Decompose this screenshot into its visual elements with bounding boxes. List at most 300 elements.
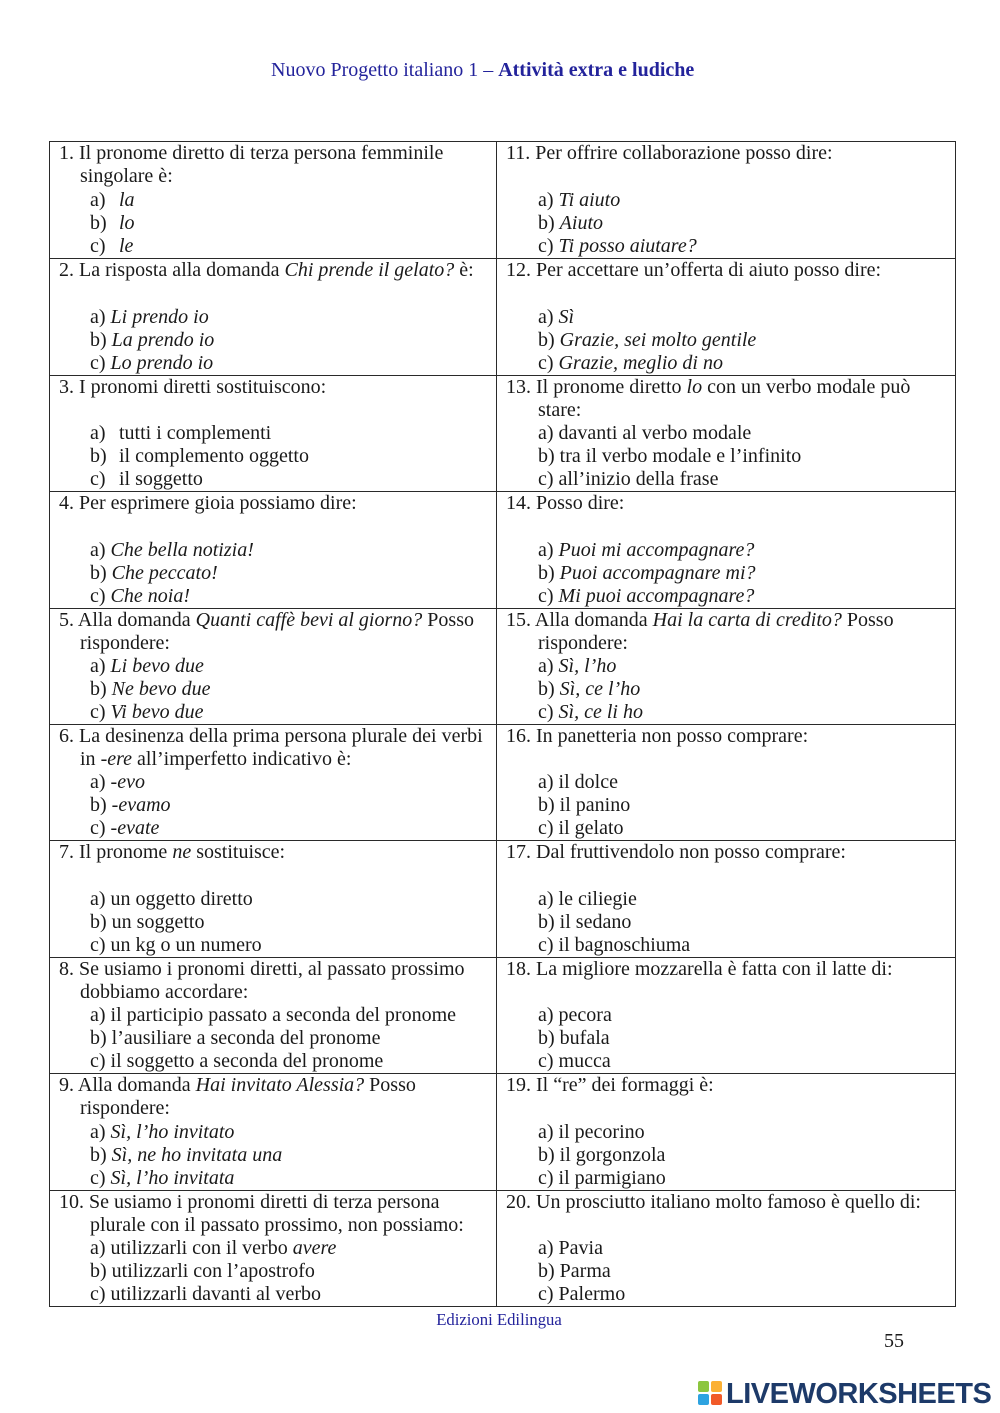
answer-option-a bbox=[59, 888, 496, 911]
book-title: Nuovo Progetto italiano 1 – bbox=[271, 59, 494, 81]
question-stem-line bbox=[59, 609, 496, 632]
stem-text: 11. Per offrire collaborazione posso dire: bbox=[506, 142, 833, 164]
emphasis-text: Sì, ne ho invitata una bbox=[111, 1143, 283, 1166]
option-label: a) bbox=[90, 887, 106, 910]
option-text bbox=[111, 817, 160, 839]
option-text bbox=[559, 934, 691, 956]
question-14 bbox=[497, 492, 955, 607]
question-stem-line bbox=[506, 142, 955, 165]
option-text bbox=[111, 585, 190, 607]
quiz-row-10 bbox=[50, 1190, 955, 1306]
question-5 bbox=[50, 609, 497, 724]
question-4 bbox=[50, 492, 497, 607]
answer-option-a bbox=[506, 306, 955, 329]
question-16 bbox=[497, 725, 955, 840]
option-label: a) bbox=[90, 189, 106, 212]
stem-text: Posso bbox=[364, 1074, 416, 1097]
option-segment: il soggetto a seconda del pronome bbox=[110, 1050, 384, 1073]
option-label: a) bbox=[538, 887, 554, 910]
option-label: c) bbox=[538, 235, 554, 258]
option-text bbox=[559, 1237, 603, 1259]
option-segment: all’inizio della frase bbox=[558, 468, 719, 491]
option-text bbox=[119, 189, 135, 211]
option-segment: il panino bbox=[559, 794, 631, 817]
stem-text: 2. La risposta alla domanda bbox=[59, 259, 285, 282]
question-7 bbox=[50, 841, 497, 956]
option-label: b) bbox=[538, 677, 555, 700]
question-stem bbox=[506, 958, 955, 981]
emphasis-text: Sì, l’ho bbox=[558, 654, 617, 677]
option-label: b) bbox=[90, 328, 107, 351]
option-label: c) bbox=[538, 1050, 554, 1073]
answer-option-c bbox=[59, 1283, 496, 1306]
stem-text: 12. Per accettare un’offerta di aiuto posso dire: bbox=[506, 259, 882, 282]
question-stem-line bbox=[59, 376, 496, 399]
option-text bbox=[560, 1027, 610, 1049]
stem-text: all’imperfetto indicativo è: bbox=[132, 747, 352, 770]
quiz-row-3 bbox=[50, 375, 955, 491]
option-text bbox=[560, 445, 802, 467]
question-15 bbox=[497, 609, 955, 724]
option-segment: il bagnoschiuma bbox=[558, 933, 691, 956]
emphasis-text: Puoi accompagnare mi? bbox=[559, 561, 756, 584]
question-stem bbox=[506, 492, 955, 515]
question-stem-continuation bbox=[59, 632, 496, 655]
question-stem-continuation bbox=[59, 1214, 496, 1237]
stem-text: 14. Posso dire: bbox=[506, 492, 625, 515]
answer-options bbox=[506, 1004, 955, 1073]
option-segment: un kg o un numero bbox=[110, 933, 262, 956]
logo-block bbox=[711, 1381, 722, 1392]
answer-option-b bbox=[59, 329, 496, 352]
option-text bbox=[112, 1144, 283, 1166]
answer-option-b bbox=[59, 212, 496, 235]
quiz-row-2 bbox=[50, 258, 955, 374]
option-label: c) bbox=[538, 584, 554, 607]
answer-option-c bbox=[506, 701, 955, 724]
question-stem-line bbox=[59, 1191, 496, 1214]
answer-options bbox=[506, 306, 955, 375]
emphasis-text: Aiuto bbox=[559, 212, 604, 235]
answer-options bbox=[506, 1121, 955, 1190]
question-stem bbox=[59, 1191, 496, 1237]
option-label: c) bbox=[90, 817, 106, 840]
question-stem-continuation bbox=[59, 1097, 496, 1120]
option-text bbox=[111, 1121, 235, 1143]
option-label: a) bbox=[538, 538, 554, 561]
option-label: a) bbox=[538, 189, 554, 212]
option-text bbox=[112, 329, 215, 351]
answer-option-b bbox=[59, 678, 496, 701]
question-stem bbox=[506, 376, 955, 422]
stem-text: rispondere: bbox=[80, 631, 170, 654]
emphasis-text: Che bella notizia! bbox=[110, 538, 254, 561]
emphasis-text: Li bevo due bbox=[110, 654, 204, 677]
publisher-footer: Edizioni Edilingua bbox=[436, 1310, 562, 1329]
option-text bbox=[111, 352, 214, 374]
question-8 bbox=[50, 958, 497, 1073]
option-text bbox=[559, 352, 723, 374]
answer-options bbox=[506, 422, 955, 491]
emphasis-text: Puoi mi accompagnare? bbox=[558, 538, 755, 561]
stem-text: 19. Il “re” dei formaggi è: bbox=[506, 1074, 714, 1097]
stem-text: 1. Il pronome diretto di terza persona femminile bbox=[59, 142, 444, 164]
question-stem-line bbox=[59, 142, 496, 165]
option-text bbox=[111, 888, 253, 910]
answer-option-a bbox=[506, 655, 955, 678]
option-text bbox=[111, 539, 254, 561]
answer-options bbox=[59, 306, 496, 375]
option-label: c) bbox=[90, 1050, 106, 1073]
emphasis-text: -evamo bbox=[111, 794, 171, 817]
quiz-row-5 bbox=[50, 608, 955, 724]
answer-option-c bbox=[506, 1167, 955, 1190]
question-stem-line bbox=[59, 492, 496, 515]
option-text bbox=[559, 235, 697, 257]
answer-options bbox=[506, 771, 955, 840]
option-segment: utilizzarli con il verbo bbox=[110, 1236, 293, 1259]
stem-text: singolare è: bbox=[80, 165, 173, 187]
answer-option-b bbox=[506, 794, 955, 817]
option-label: a) bbox=[538, 422, 554, 445]
question-stem-line bbox=[506, 259, 955, 282]
emphasis-text: lo bbox=[119, 212, 135, 235]
answer-option-a bbox=[59, 771, 496, 794]
emphasis-text: avere bbox=[292, 1236, 337, 1259]
option-segment: tra il verbo modale e l’infinito bbox=[559, 445, 802, 468]
option-label: b) bbox=[538, 445, 555, 468]
option-text bbox=[560, 911, 632, 933]
stem-text: in bbox=[80, 747, 101, 770]
quiz-row-4 bbox=[50, 491, 955, 607]
question-10 bbox=[50, 1191, 497, 1306]
option-text bbox=[560, 562, 756, 584]
question-stem bbox=[506, 142, 955, 165]
answer-option-a bbox=[59, 1004, 496, 1027]
answer-option-b bbox=[506, 445, 955, 468]
question-1 bbox=[50, 142, 497, 258]
question-stem-line bbox=[59, 259, 496, 282]
emphasis-text: Sì bbox=[558, 305, 575, 328]
answer-option-b bbox=[506, 1260, 955, 1283]
answer-option-b bbox=[59, 1260, 496, 1283]
emphasis-text: Vi bevo due bbox=[110, 700, 204, 723]
answer-option-c bbox=[506, 585, 955, 608]
option-label: a) bbox=[90, 1004, 106, 1027]
option-text bbox=[560, 1144, 666, 1166]
emphasis-text: Hai invitato Alessia? bbox=[195, 1074, 365, 1097]
quiz-row-9 bbox=[50, 1073, 955, 1189]
answer-options bbox=[59, 189, 496, 258]
emphasis-text: -evo bbox=[110, 771, 145, 794]
option-text bbox=[111, 306, 209, 328]
option-text bbox=[559, 422, 752, 444]
option-label: a) bbox=[538, 1236, 554, 1259]
option-segment: tutti i complementi bbox=[119, 422, 272, 445]
question-stem-continuation bbox=[506, 399, 955, 422]
answer-options bbox=[59, 1237, 496, 1306]
question-19 bbox=[497, 1074, 955, 1189]
option-text bbox=[560, 794, 631, 816]
option-label: c) bbox=[90, 584, 106, 607]
emphasis-text: Ne bevo due bbox=[111, 677, 211, 700]
option-label: c) bbox=[90, 1166, 106, 1189]
option-text bbox=[559, 888, 637, 910]
option-label: a) bbox=[538, 654, 554, 677]
answer-option-a bbox=[59, 422, 496, 445]
question-stem-line bbox=[506, 609, 955, 632]
question-12 bbox=[497, 259, 955, 374]
option-text bbox=[112, 911, 205, 933]
option-text bbox=[559, 701, 643, 723]
question-stem-continuation bbox=[59, 748, 496, 771]
option-label: c) bbox=[538, 933, 554, 956]
stem-text: 8. Se usiamo i pronomi diretti, al passato prossimo bbox=[59, 957, 465, 980]
answer-options bbox=[506, 189, 955, 258]
stem-text: plurale con il passato prossimo, non possiamo: bbox=[90, 1213, 464, 1236]
emphasis-text: Lo prendo io bbox=[110, 351, 214, 374]
section-title: Attività extra e ludiche bbox=[498, 59, 695, 81]
option-label: c) bbox=[538, 1166, 554, 1189]
option-segment: il gelato bbox=[558, 817, 624, 840]
answer-option-b bbox=[506, 562, 955, 585]
option-label: b) bbox=[90, 445, 107, 468]
emphasis-text: Li prendo io bbox=[110, 305, 209, 328]
answer-option-a bbox=[506, 1004, 955, 1027]
option-label: b) bbox=[538, 910, 555, 933]
option-text bbox=[559, 1283, 626, 1305]
option-label: c) bbox=[90, 468, 106, 491]
option-label: a) bbox=[90, 305, 106, 328]
option-text bbox=[111, 771, 145, 793]
stem-text: 3. I pronomi diretti sostituiscono: bbox=[59, 375, 327, 398]
option-segment: il sedano bbox=[559, 910, 632, 933]
quiz-row-7 bbox=[50, 840, 955, 956]
option-text bbox=[111, 655, 204, 677]
option-segment: mucca bbox=[558, 1050, 611, 1073]
answer-option-c bbox=[59, 585, 496, 608]
question-stem bbox=[59, 958, 496, 1004]
answer-option-b bbox=[59, 1027, 496, 1050]
option-label: a) bbox=[538, 771, 554, 794]
option-text bbox=[559, 539, 755, 561]
stem-text: Posso bbox=[422, 608, 474, 631]
question-stem bbox=[59, 259, 496, 282]
answer-option-b bbox=[59, 794, 496, 817]
emphasis-text: Sì, l’ho invitata bbox=[110, 1166, 235, 1189]
emphasis-text: -evate bbox=[110, 817, 160, 840]
answer-option-c bbox=[59, 701, 496, 724]
answer-option-b bbox=[506, 1144, 955, 1167]
option-segment: Parma bbox=[559, 1259, 611, 1282]
logo-block bbox=[711, 1394, 722, 1405]
option-label: b) bbox=[538, 212, 555, 235]
option-label: c) bbox=[90, 1282, 106, 1305]
emphasis-text: la bbox=[119, 189, 135, 212]
option-text bbox=[560, 1260, 611, 1282]
option-label: a) bbox=[90, 654, 106, 677]
emphasis-text: Quanti caffè bevi al giorno? bbox=[195, 608, 423, 631]
option-segment: un soggetto bbox=[111, 910, 205, 933]
option-segment: le ciliegie bbox=[558, 887, 637, 910]
answer-options bbox=[506, 1237, 955, 1306]
option-segment: Palermo bbox=[558, 1282, 626, 1305]
quiz-row-6 bbox=[50, 724, 955, 840]
option-text bbox=[111, 1237, 337, 1259]
option-text bbox=[112, 1260, 315, 1282]
option-label: a) bbox=[90, 1120, 106, 1143]
question-9 bbox=[50, 1074, 497, 1189]
liveworksheets-icon bbox=[698, 1381, 722, 1405]
option-text bbox=[112, 1027, 381, 1049]
question-stem bbox=[506, 1074, 955, 1097]
option-label: c) bbox=[90, 700, 106, 723]
option-segment: il gorgonzola bbox=[559, 1143, 666, 1166]
stem-text: 20. Un prosciutto italiano molto famoso è quello di: bbox=[506, 1190, 921, 1213]
stem-text: 6. La desinenza della prima persona plurale dei verbi bbox=[59, 724, 483, 747]
option-segment: bufala bbox=[559, 1027, 610, 1050]
option-label: b) bbox=[90, 212, 107, 235]
option-text bbox=[119, 212, 135, 234]
logo-block bbox=[698, 1381, 709, 1392]
option-label: c) bbox=[538, 700, 554, 723]
option-segment: Pavia bbox=[558, 1236, 603, 1259]
answer-option-c bbox=[506, 817, 955, 840]
option-segment: pecora bbox=[558, 1004, 612, 1027]
option-label: b) bbox=[90, 1259, 107, 1282]
question-stem-line bbox=[59, 725, 496, 748]
option-label: b) bbox=[538, 1259, 555, 1282]
option-label: c) bbox=[90, 933, 106, 956]
page-number: 55 bbox=[884, 1330, 904, 1352]
stem-text: con un verbo modale può bbox=[702, 375, 911, 398]
question-stem-continuation bbox=[506, 632, 955, 655]
option-segment: il parmigiano bbox=[558, 1166, 666, 1189]
option-text bbox=[111, 1004, 456, 1026]
answer-option-c bbox=[59, 934, 496, 957]
option-label: b) bbox=[538, 1143, 555, 1166]
option-text bbox=[111, 1050, 384, 1072]
answer-option-a bbox=[506, 539, 955, 562]
option-label: a) bbox=[538, 1004, 554, 1027]
question-17 bbox=[497, 841, 955, 956]
answer-option-b bbox=[506, 678, 955, 701]
question-3 bbox=[50, 376, 497, 491]
question-stem-line bbox=[506, 492, 955, 515]
stem-text: stare: bbox=[538, 398, 582, 421]
answer-option-a bbox=[59, 306, 496, 329]
answer-option-c bbox=[506, 934, 955, 957]
stem-text: 9. Alla domanda bbox=[59, 1074, 196, 1097]
answer-option-c bbox=[59, 235, 496, 258]
stem-text: 16. In panetteria non posso comprare: bbox=[506, 724, 809, 747]
option-text bbox=[559, 1050, 611, 1072]
question-stem-line bbox=[506, 376, 955, 399]
stem-text: dobbiamo accordare: bbox=[80, 980, 249, 1003]
answer-option-c bbox=[59, 352, 496, 375]
stem-text: 18. La migliore mozzarella è fatta con il latte di: bbox=[506, 957, 893, 980]
option-label: a) bbox=[90, 771, 106, 794]
option-label: b) bbox=[90, 677, 107, 700]
answer-option-b bbox=[59, 1144, 496, 1167]
emphasis-text: Chi prende il gelato? bbox=[284, 259, 455, 282]
option-label: b) bbox=[538, 794, 555, 817]
option-text bbox=[559, 1121, 645, 1143]
emphasis-text: Che peccato! bbox=[111, 561, 218, 584]
answer-option-b bbox=[506, 911, 955, 934]
option-label: b) bbox=[538, 1027, 555, 1050]
question-stem bbox=[59, 725, 496, 771]
question-stem-line bbox=[506, 841, 955, 864]
question-18 bbox=[497, 958, 955, 1073]
option-text bbox=[111, 701, 204, 723]
option-label: c) bbox=[538, 817, 554, 840]
emphasis-text: Ti aiuto bbox=[558, 189, 621, 212]
answer-option-a bbox=[506, 189, 955, 212]
answer-option-a bbox=[506, 888, 955, 911]
question-6 bbox=[50, 725, 497, 840]
answer-options bbox=[506, 539, 955, 608]
answer-option-c bbox=[59, 468, 496, 491]
question-13 bbox=[497, 376, 955, 491]
question-stem bbox=[59, 609, 496, 655]
option-label: b) bbox=[90, 1143, 107, 1166]
emphasis-text: Ti posso aiutare? bbox=[558, 235, 697, 258]
option-text bbox=[559, 306, 575, 328]
option-label: a) bbox=[90, 1236, 106, 1259]
answer-option-c bbox=[506, 1050, 955, 1073]
question-2 bbox=[50, 259, 497, 374]
question-stem-continuation bbox=[59, 165, 496, 188]
stem-text: 17. Dal fruttivendolo non posso comprare: bbox=[506, 841, 846, 864]
option-text bbox=[559, 1004, 612, 1026]
answer-option-b bbox=[59, 911, 496, 934]
question-11 bbox=[497, 142, 955, 258]
liveworksheets-logo[interactable] bbox=[698, 1379, 994, 1409]
question-stem bbox=[506, 259, 955, 282]
answer-options bbox=[59, 539, 496, 608]
question-stem-line bbox=[59, 841, 496, 864]
question-stem-line bbox=[59, 1074, 496, 1097]
stem-text: 4. Per esprimere gioia possiamo dire: bbox=[59, 492, 357, 515]
answer-option-b bbox=[506, 212, 955, 235]
option-label: b) bbox=[90, 794, 107, 817]
stem-text: è: bbox=[454, 259, 474, 282]
option-segment: utilizzarli con l’apostrofo bbox=[111, 1259, 315, 1282]
emphasis-text: Sì, ce l’ho bbox=[559, 677, 641, 700]
option-text bbox=[560, 678, 641, 700]
option-text bbox=[119, 468, 203, 490]
answer-option-c bbox=[59, 1050, 496, 1073]
answer-option-a bbox=[59, 1237, 496, 1260]
answer-option-a bbox=[59, 539, 496, 562]
page-header bbox=[271, 59, 694, 82]
answer-option-b bbox=[59, 445, 496, 468]
answer-option-b bbox=[506, 329, 955, 352]
answer-option-c bbox=[506, 352, 955, 375]
question-stem-continuation bbox=[59, 981, 496, 1004]
answer-options bbox=[59, 888, 496, 957]
emphasis-text: ne bbox=[172, 841, 192, 864]
question-stem bbox=[506, 609, 955, 655]
option-segment: il dolce bbox=[558, 771, 618, 794]
option-label: c) bbox=[90, 235, 106, 258]
answer-option-c bbox=[59, 817, 496, 840]
option-label: b) bbox=[90, 910, 107, 933]
answer-option-a bbox=[506, 771, 955, 794]
option-text bbox=[119, 235, 133, 257]
answer-option-a bbox=[59, 1121, 496, 1144]
